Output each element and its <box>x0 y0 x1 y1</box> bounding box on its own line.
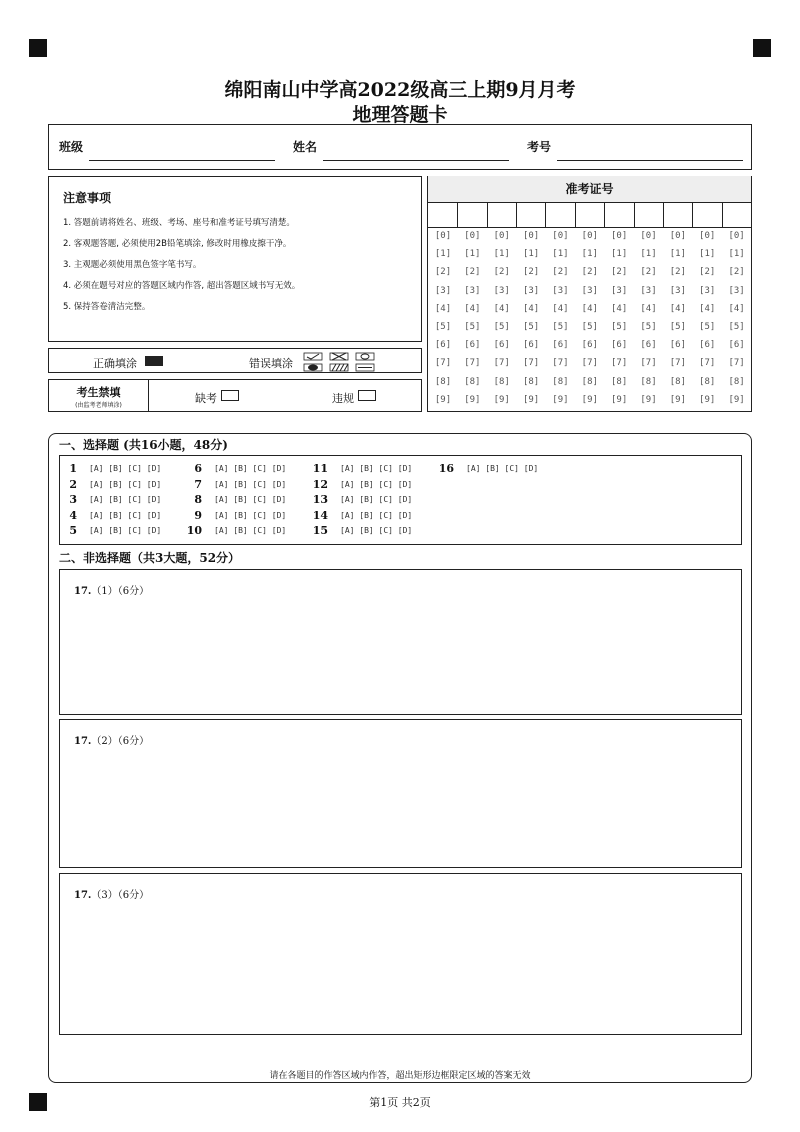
question-options[interactable]: [A] [B] [C] [D] <box>89 526 162 535</box>
exam-id-digit-bubble[interactable]: [9] <box>522 394 540 405</box>
question-options[interactable]: [A] [B] [C] [D] <box>89 479 162 489</box>
exam-id-column-divider <box>663 203 664 228</box>
exam-id-digit-bubble[interactable]: [0] <box>669 231 686 241</box>
exam-id-digit-bubble[interactable]: [3] <box>581 285 598 296</box>
violation-checkbox[interactable] <box>358 390 376 401</box>
question-number: 2 <box>69 477 77 491</box>
question-number: 5 <box>69 524 77 537</box>
exam-id-digit-bubble[interactable]: [8] <box>522 376 540 387</box>
exam-id-column-divider <box>634 203 635 228</box>
exam-id-digit-bubble[interactable]: [5] <box>728 322 745 332</box>
q17-3-text: （3）（6分） <box>91 890 150 901</box>
notice-item-2: 2. 客观题答题, 必须使用2B铅笔填涂, 修改时用橡皮擦干净。 <box>63 239 292 249</box>
exam-id-digit-bubble[interactable]: [6] <box>669 340 686 351</box>
exam-id-digit-bubble[interactable]: [3] <box>434 285 452 296</box>
exam-id-digit-bubble[interactable]: [1] <box>640 249 657 260</box>
exam-id-digit-bubble[interactable]: [0] <box>464 231 481 241</box>
exam-id-digit-bubble[interactable]: [8] <box>464 376 481 387</box>
page-number: 第1页 共2页 <box>369 1096 431 1109</box>
question-number: 13 <box>312 493 328 506</box>
exam-id-digit-bubble[interactable]: [1] <box>669 249 686 260</box>
exam-id-digit-bubble[interactable]: [7] <box>699 358 716 369</box>
forbidden-subtitle: (由监考老师填涂) <box>75 402 122 409</box>
name-field[interactable] <box>323 160 509 161</box>
exam-id-digit-bubble[interactable]: [3] <box>552 285 569 296</box>
exam-id-digit-bubble[interactable]: [5] <box>464 322 481 332</box>
exam-id-title: 准考证号 <box>428 176 751 203</box>
name-label: 姓名 <box>293 140 318 154</box>
answer-box-17-1[interactable] <box>59 569 742 715</box>
exam-id-digit-bubble[interactable]: [7] <box>640 358 657 369</box>
question-options[interactable]: [A] [B] [C] [D] <box>340 526 413 535</box>
exam-id-digit-bubble[interactable]: [9] <box>552 394 569 405</box>
exam-id-digit-bubble[interactable]: [7] <box>581 358 598 369</box>
exam-id-digit-bubble[interactable]: [2] <box>581 267 598 278</box>
question-number: 11 <box>312 462 328 475</box>
exam-id-digit-bubble[interactable]: [4] <box>522 303 540 314</box>
exam-id-digit-bubble[interactable]: [8] <box>640 376 657 387</box>
section2-title: 二、非选择题（共3大题，52分） <box>59 551 241 565</box>
question-options[interactable]: [A] [B] [C] [D] <box>340 479 413 489</box>
exam-id-digit-bubble[interactable]: [7] <box>611 358 628 369</box>
exam-id-digit-bubble[interactable]: [8] <box>669 376 686 387</box>
violation-label: 违规 <box>332 392 354 405</box>
question-number: 8 <box>194 493 202 506</box>
exam-id-digit-bubble[interactable]: [5] <box>434 322 452 332</box>
exam-id-digit-bubble[interactable]: [8] <box>434 376 452 387</box>
question-options[interactable]: [A] [B] [C] [D] <box>340 464 413 473</box>
exam-id-digit-bubble[interactable]: [2] <box>640 267 657 278</box>
exam-id-digit-bubble[interactable]: [7] <box>493 358 510 369</box>
sheet-subtitle: 地理答题卡 <box>352 104 448 126</box>
exam-id-digit-bubble[interactable]: [9] <box>699 394 716 405</box>
exam-id-column-divider <box>604 203 605 228</box>
exam-id-digit-bubble[interactable]: [1] <box>493 249 510 260</box>
question-number: 6 <box>194 462 202 475</box>
exam-id-digit-bubble[interactable]: [3] <box>669 285 686 296</box>
question-options[interactable]: [A] [B] [C] [D] <box>89 495 162 504</box>
corner-marker-top-right <box>753 39 771 57</box>
exam-id-digit-bubble[interactable]: [0] <box>728 231 745 241</box>
exam-id-digit-bubble[interactable]: [9] <box>669 394 686 405</box>
exam-id-digit-bubble[interactable]: [6] <box>493 340 510 351</box>
question-options[interactable]: [A] [B] [C] [D] <box>214 526 287 535</box>
exam-id-digit-bubble[interactable]: [6] <box>464 340 481 351</box>
q17-3-label <box>74 886 149 901</box>
exam-id-digit-bubble[interactable]: [2] <box>464 267 481 278</box>
exam-id-column-divider <box>692 203 693 228</box>
exam-id-digit-bubble[interactable]: [4] <box>434 303 452 314</box>
exam-id-column-divider <box>575 203 576 228</box>
notice-item-1: 1. 答题前请将姓名、班级、考场、座号和准考证号填写清楚。 <box>63 218 295 228</box>
exam-id-digit-bubble[interactable]: [4] <box>611 303 628 314</box>
class-field[interactable] <box>89 160 275 161</box>
exam-id-digit-bubble[interactable]: [1] <box>522 249 540 260</box>
notice-item-3: 3. 主观题必须使用黑色签字笔书写。 <box>63 260 202 270</box>
q17-3-num: 17. <box>74 890 92 901</box>
exam-id-digit-bubble[interactable]: [0] <box>522 231 540 241</box>
exam-id-digit-bubble[interactable]: [3] <box>611 285 628 296</box>
exam-id-digit-bubble[interactable]: [9] <box>640 394 657 405</box>
exam-id-digit-bubble[interactable]: [5] <box>581 322 598 332</box>
exam-id-digit-bubble[interactable]: [5] <box>522 322 540 332</box>
exam-id-digit-bubble[interactable]: [0] <box>699 231 716 241</box>
question-options[interactable]: [A] [B] [C] [D] <box>214 464 287 473</box>
exam-id-digit-bubble[interactable]: [4] <box>552 303 569 314</box>
exam-id-digit-bubble[interactable]: [2] <box>493 267 510 278</box>
exam-id-digit-bubble[interactable]: [2] <box>522 267 540 278</box>
fill-legend-box <box>48 348 422 373</box>
question-number: 14 <box>312 508 328 522</box>
question-options[interactable]: [A] [B] [C] [D] <box>89 464 162 473</box>
exam-id-digit-bubble[interactable]: [0] <box>493 231 510 241</box>
exam-id-digit-bubble[interactable]: [5] <box>611 322 628 332</box>
exam-id-digit-bubble[interactable]: [1] <box>611 249 628 260</box>
exam-id-digit-bubble[interactable]: [4] <box>728 303 745 314</box>
exam-id-digit-bubble[interactable]: [1] <box>699 249 716 260</box>
exam-id-digit-bubble[interactable]: [7] <box>552 358 569 369</box>
exam-id-digit-bubble[interactable]: [0] <box>552 231 569 241</box>
notice-title: 注意事项 <box>63 191 112 205</box>
exam-id-digit-bubble[interactable]: [5] <box>640 322 657 332</box>
exam-id-digit-bubble[interactable]: [1] <box>434 249 452 260</box>
exam-id-digit-bubble[interactable]: [3] <box>464 285 481 296</box>
exam-id-digit-bubble[interactable]: [8] <box>581 376 598 387</box>
exam-id-digit-bubble[interactable]: [4] <box>699 303 716 314</box>
student-info-box <box>48 124 752 170</box>
exam-id-digit-bubble[interactable]: [6] <box>728 340 745 351</box>
forbidden-title: 考生禁填 <box>76 386 121 399</box>
question-number: 15 <box>312 524 328 537</box>
exam-id-digit-bubble[interactable]: [9] <box>464 394 481 405</box>
absent-checkbox[interactable] <box>221 390 239 401</box>
class-label: 班级 <box>59 140 84 154</box>
exam-id-column-divider <box>545 203 546 228</box>
exam-id-digit-bubble[interactable]: [5] <box>669 322 686 332</box>
q17-2-text: （2）（6分） <box>91 736 150 747</box>
exam-id-digit-bubble[interactable]: [4] <box>640 303 657 314</box>
question-number: 4 <box>69 508 77 522</box>
corner-marker-top-left <box>29 39 47 57</box>
exam-id-digit-bubble[interactable]: [2] <box>728 267 745 278</box>
exam-id-digit-bubble[interactable]: [4] <box>669 303 686 314</box>
exam-id-digit-bubble[interactable]: [5] <box>493 322 510 332</box>
exam-id-digit-bubble[interactable]: [1] <box>552 249 569 260</box>
exam-id-write-row-line <box>428 227 751 228</box>
exam-id-column-divider <box>487 203 488 228</box>
exam-id-digit-bubble[interactable]: [0] <box>434 231 452 241</box>
exam-id-digit-bubble[interactable]: [9] <box>493 394 510 405</box>
exam-id-digit-bubble[interactable]: [4] <box>493 303 510 314</box>
question-options[interactable]: [A] [B] [C] [D] <box>340 510 413 520</box>
exam-id-digit-bubble[interactable]: [1] <box>464 249 481 260</box>
exam-id-digit-bubble[interactable]: [7] <box>728 358 745 369</box>
exam-id-digit-bubble[interactable]: [6] <box>581 340 598 351</box>
exam-id-digit-bubble[interactable]: [3] <box>728 285 745 296</box>
exam-id-digit-bubble[interactable]: [7] <box>434 358 452 369</box>
exam-id-digit-bubble[interactable]: [9] <box>581 394 598 405</box>
question-number: 9 <box>194 508 202 522</box>
question-options[interactable]: [A] [B] [C] [D] <box>214 479 287 489</box>
answer-box-17-2[interactable] <box>59 719 742 868</box>
exam-id-digit-bubble[interactable]: [8] <box>699 376 716 387</box>
exam-id-digit-bubble[interactable]: [7] <box>522 358 540 369</box>
question-options[interactable]: [A] [B] [C] [D] <box>466 464 539 473</box>
exam-id-column-divider <box>457 203 458 228</box>
notice-item-4: 4. 必须在题号对应的答题区域内作答, 超出答题区域书写无效。 <box>63 281 301 291</box>
exam-id-digit-bubble[interactable]: [6] <box>699 340 716 351</box>
section1-title: 一、选择题 (共16小题，48分) <box>59 438 228 452</box>
question-number: 1 <box>69 462 77 475</box>
exam-id-digit-bubble[interactable]: [7] <box>669 358 686 369</box>
exam-id-digit-bubble[interactable]: [8] <box>552 376 569 387</box>
exam-id-digit-bubble[interactable]: [2] <box>434 267 452 278</box>
exam-id-digit-bubble[interactable]: [5] <box>552 322 569 332</box>
question-options[interactable]: [A] [B] [C] [D] <box>89 510 162 520</box>
notice-item-5: 5. 保持答卷清洁完整。 <box>63 302 151 312</box>
exam-id-digit-bubble[interactable]: [8] <box>728 376 745 387</box>
exam-id-digit-bubble[interactable]: [3] <box>640 285 657 296</box>
wrong-fill-samples-icon <box>302 352 382 372</box>
question-options[interactable]: [A] [B] [C] [D] <box>214 495 287 504</box>
question-number: 12 <box>312 477 328 491</box>
question-number: 10 <box>186 524 202 537</box>
exam-id-digit-bubble[interactable]: [5] <box>699 322 716 332</box>
exam-id-digit-bubble[interactable]: [4] <box>464 303 481 314</box>
q17-1-text: （1）（6分） <box>91 586 150 597</box>
forbidden-divider <box>148 380 149 411</box>
exam-id-digit-bubble[interactable]: [6] <box>434 340 452 351</box>
question-options[interactable]: [A] [B] [C] [D] <box>214 510 287 520</box>
wrong-fill-label: 错误填涂 <box>249 357 293 370</box>
exam-id-column-divider <box>722 203 723 228</box>
question-number: 3 <box>69 493 77 506</box>
exam-id-digit-bubble[interactable]: [9] <box>611 394 628 405</box>
exam-id-digit-bubble[interactable]: [0] <box>611 231 628 241</box>
exam-id-digit-bubble[interactable]: [0] <box>640 231 657 241</box>
exam-id-digit-bubble[interactable]: [7] <box>464 358 481 369</box>
exam-id-digit-bubble[interactable]: [3] <box>522 285 540 296</box>
exam-id-digit-bubble[interactable]: [8] <box>611 376 628 387</box>
forbidden-box <box>48 379 422 412</box>
exam-id-digit-bubble[interactable]: [2] <box>669 267 686 278</box>
exam-id-digit-bubble[interactable]: [9] <box>434 394 452 405</box>
exam-id-digit-bubble[interactable]: [3] <box>699 285 716 296</box>
correct-fill-sample <box>145 356 163 366</box>
question-number: 7 <box>194 477 202 491</box>
exam-id-digit-bubble[interactable]: [6] <box>611 340 628 351</box>
answer-box-17-3[interactable] <box>59 873 742 1035</box>
exam-id-digit-bubble[interactable]: [6] <box>522 340 540 351</box>
q17-1-num: 17. <box>74 586 92 597</box>
exam-id-digit-bubble[interactable]: [1] <box>581 249 598 260</box>
exam-id-digit-bubble[interactable]: [2] <box>611 267 628 278</box>
exam-no-label: 考号 <box>527 140 552 154</box>
exam-id-column-divider <box>516 203 517 228</box>
exam-id-digit-bubble[interactable]: [1] <box>728 249 745 260</box>
correct-fill-label: 正确填涂 <box>93 357 137 370</box>
exam-id-digit-bubble[interactable]: [6] <box>640 340 657 351</box>
sheet-title: 绵阳南山中学高2022级高三上期9月月考 <box>224 79 576 101</box>
q17-1-label <box>74 582 149 597</box>
exam-id-digit-bubble[interactable]: [2] <box>699 267 716 278</box>
exam-id-digit-bubble[interactable]: [2] <box>552 267 569 278</box>
exam-id-digit-bubble[interactable]: [0] <box>581 231 598 241</box>
exam-no-field[interactable] <box>557 160 743 161</box>
exam-id-digit-bubble[interactable]: [4] <box>581 303 598 314</box>
absent-label: 缺考 <box>195 392 217 405</box>
footer-note: 请在各题目的作答区域内作答，超出矩形边框限定区域的答案无效 <box>269 1071 531 1081</box>
q17-2-label <box>74 732 149 747</box>
exam-id-digit-bubble[interactable]: [8] <box>493 376 510 387</box>
question-options[interactable]: [A] [B] [C] [D] <box>340 495 413 504</box>
question-number: 16 <box>438 462 454 475</box>
q17-2-num: 17. <box>74 736 92 747</box>
exam-id-digit-bubble[interactable]: [3] <box>493 285 510 296</box>
exam-id-digit-bubble[interactable]: [6] <box>552 340 569 351</box>
exam-id-digit-bubble[interactable]: [9] <box>728 394 745 405</box>
